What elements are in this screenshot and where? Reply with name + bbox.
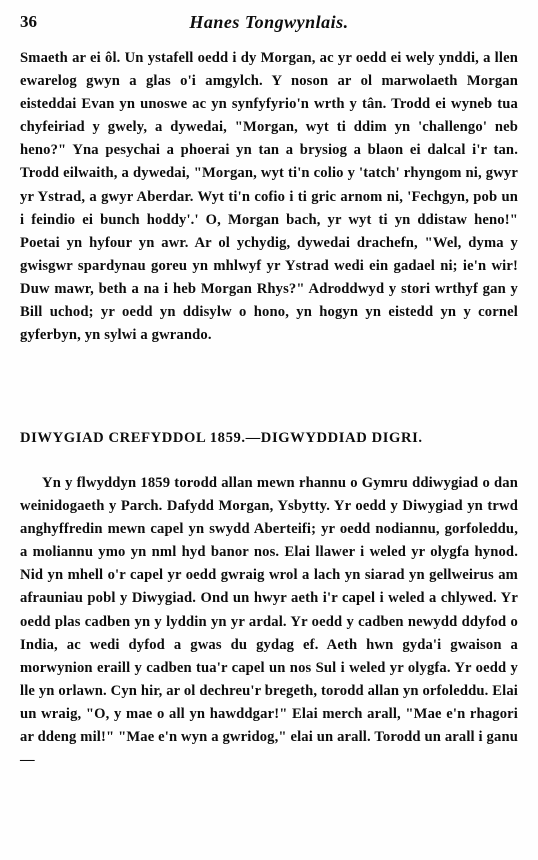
running-head: Hanes Tongwynlais. [189,12,349,32]
page-header [20,8,518,34]
body-text-block-2 [20,472,518,772]
page-number: 36 [20,12,37,31]
paragraph: Yn y flwyddyn 1859 torodd allan mewn rhannu o Gymru ddiwygiad o dan weinidogaeth y Parch. Dafydd Morgan, Ysbytty. Yr oedd y Diwygiad yn trwd anghyffredin mewn capel yn swydd Aberteifi; yr oedd nodiannu, gorfoleddu, a moliannu ymo yn nml hyd banor nos. Elai llawer i weled yr olygfa hynod. Nid yn mhell o'r capel yr oedd gwraig wrol a lach yn siarad yn gellweirus am afrauniau pobl y Diwygiad. Ond un hwyr aeth i'r capel i weled a chlywed. Yr oedd plas cadben yn y lyddin yn yr ardal. Yr oedd y cadben newydd ddyfod o India, ac wedi dyfod a gwas du gydag ef. Aeth hwn gyda'i gwaison a morwynion eraill y cadben tua'r capel un nos Sul i weled yr olygfa. Yr oedd y lle yn orlawn. Cyn hir, ar ol dechreu'r bregeth, torodd allan yn orfoleddu. Elai un wraig, "O, y mae o all yn hawddgar!" Elai merch arall, "Mae e'n rhagori ar ddeng mil!" "Mae e'n wyn a gwridog," elai un arall. Torodd un arall i ganu— [20,475,518,769]
body-text-block-1 [20,47,518,347]
paragraph: Smaeth ar ei ôl. Un ystafell oedd i dy Morgan, ac yr oedd ei wely ynddi, a llen ewarelog gwyn a glas o'i amgylch. Y noson ar ol marwolaeth Morgan eisteddai Evan yn unoswe ac yn synfyfyrio'n wrth y tân. Trodd ei wyneb tua chyfeiriad y gwely, a dywedai, "Morgan, wyt ti ddim yn 'challengo' neb heno?" Yna pesychai a phoerai yn tan a brysiog a blaon ei dalcal i'r tan. Trodd eilwaith, a dywedai, "Morgan, wyt ti'n colio y 'tatch' rhyngom ni, gwyr yr Ystrad, a gwyr Aberdar. Wyt ti'n cofio i ti gric arnom ni, 'Fechgyn, pob un i feindio ei bunch hoddy'.' O, Morgan bach, yr wyt ti yn ddistaw heno!" Poetai yn hyfour yn awr. Ar ol ychydig, dywedai drachefn, "Wel, dyma y gwisgwr spardynau goreu yn mhlwyf yr Ystrad wedi ein gadael ni; ie'n wir! Duw mawr, beth a na i heb Morgan Rhys?" Adroddwyd y stori wrthyf gan y Bill uchod; yr oedd yn ddisylw o hono, yn hogyn yn eistedd yn y cornel gyferbyn, yn sylwi a gwrando. [20,50,518,344]
section-heading: DIWYGIAD CREFYDDOL 1859.—DIGWYDDIAD DIGRI. [20,430,423,446]
